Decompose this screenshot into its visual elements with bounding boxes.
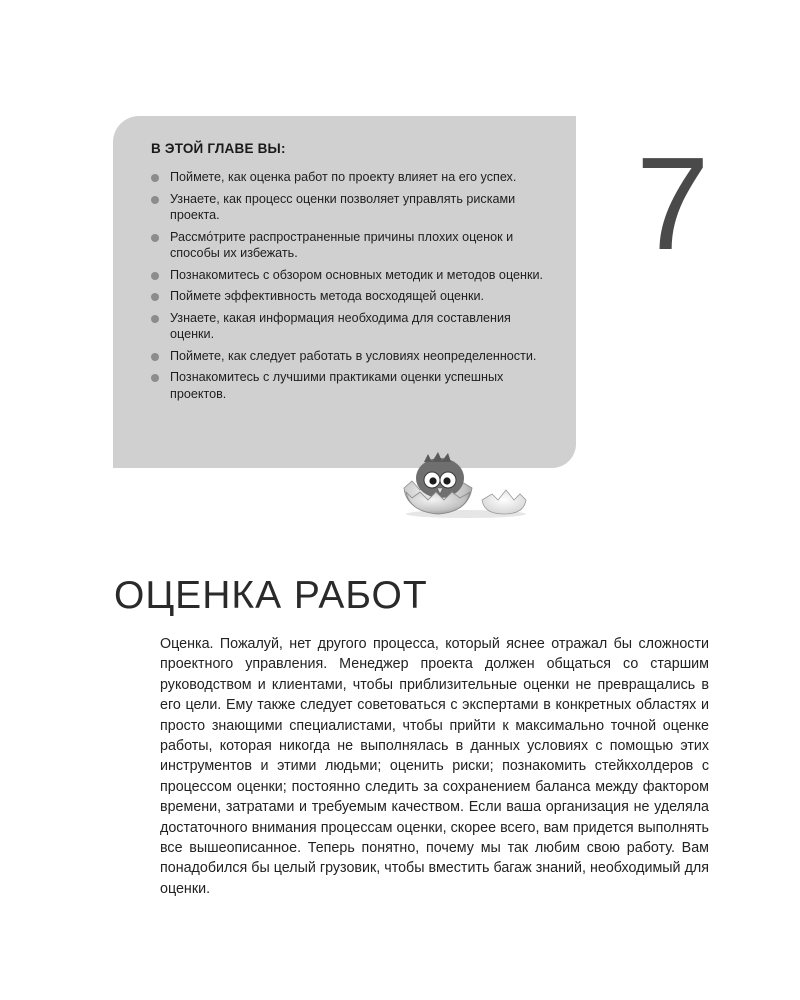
bullet-icon xyxy=(151,353,159,361)
objective-text: Поймете, как следует работать в условиях неопределенности. xyxy=(170,348,537,363)
objective-text: Узнаете, как процесс оценки позволяет управлять рисками проекта. xyxy=(170,191,516,222)
owl-chick-in-eggshell-icon xyxy=(396,448,532,520)
objective-text: Познакомитесь с лучшими практиками оценки успешных проектов. xyxy=(170,370,504,401)
objective-item xyxy=(151,191,546,224)
objectives-list xyxy=(151,169,546,402)
chapter-title: ОЦЕНКА РАБОТ xyxy=(114,574,428,617)
objective-text: Познакомитесь с обзором основных методик и методов оценки. xyxy=(170,267,544,282)
objective-item xyxy=(151,288,546,305)
bullet-icon xyxy=(151,315,159,323)
objective-item xyxy=(151,310,546,343)
bullet-icon xyxy=(151,174,159,182)
objectives-heading: В ЭТОЙ ГЛАВЕ ВЫ: xyxy=(151,141,286,156)
bullet-icon xyxy=(151,272,159,280)
objective-text: Поймете, как оценка работ по проекту влияет на его успех. xyxy=(170,170,517,184)
objective-item xyxy=(151,267,546,284)
bullet-icon xyxy=(151,234,159,242)
objective-text: Поймете эффективность метода восходящей оценки. xyxy=(170,289,485,303)
bullet-icon xyxy=(151,293,159,301)
intro-paragraph: Оценка. Пожалуй, нет другого процесса, который яснее отражал бы сложности проектного управления. Менеджер проекта должен общаться со старшим руководством и клиентами, чтобы приблизительные оценки не превращались в его цели. Ему также следует советоваться с экспертами в конкретных областях и просто знающими специалистами, чтобы прийти к максимально точной оценке работы, которая никогда не выполнялась в данных условиях с помощью этих инструментов и этими людьми; оценить риски; познакомить стейкхолдеров с процессом оценки; постоянно следить за сохранением баланса между фактором времени, затратами и требуемым качеством. Если ваша организация не уделяла достаточного внимания процессам оценки, скорее всего, вам придется выполнять все вышеописанное. Теперь понятно, почему мы так любим свою работу. Вам понадобился бы целый грузовик, чтобы вместить багаж знаний, необходимый для оценки. xyxy=(160,636,709,897)
objective-item xyxy=(151,229,546,262)
objective-text: Узнаете, какая информация необходима для составления оценки. xyxy=(170,310,511,341)
objective-item xyxy=(151,369,546,402)
chapter-number: 7 xyxy=(636,130,710,277)
bullet-icon xyxy=(151,196,159,204)
objective-item xyxy=(151,348,546,365)
objective-text: Рассмо́трите распространенные причины плохих оценок и способы их избежать. xyxy=(170,229,514,260)
objective-item xyxy=(151,169,546,186)
bullet-icon xyxy=(151,374,159,382)
chapter-objectives-box xyxy=(113,116,576,468)
